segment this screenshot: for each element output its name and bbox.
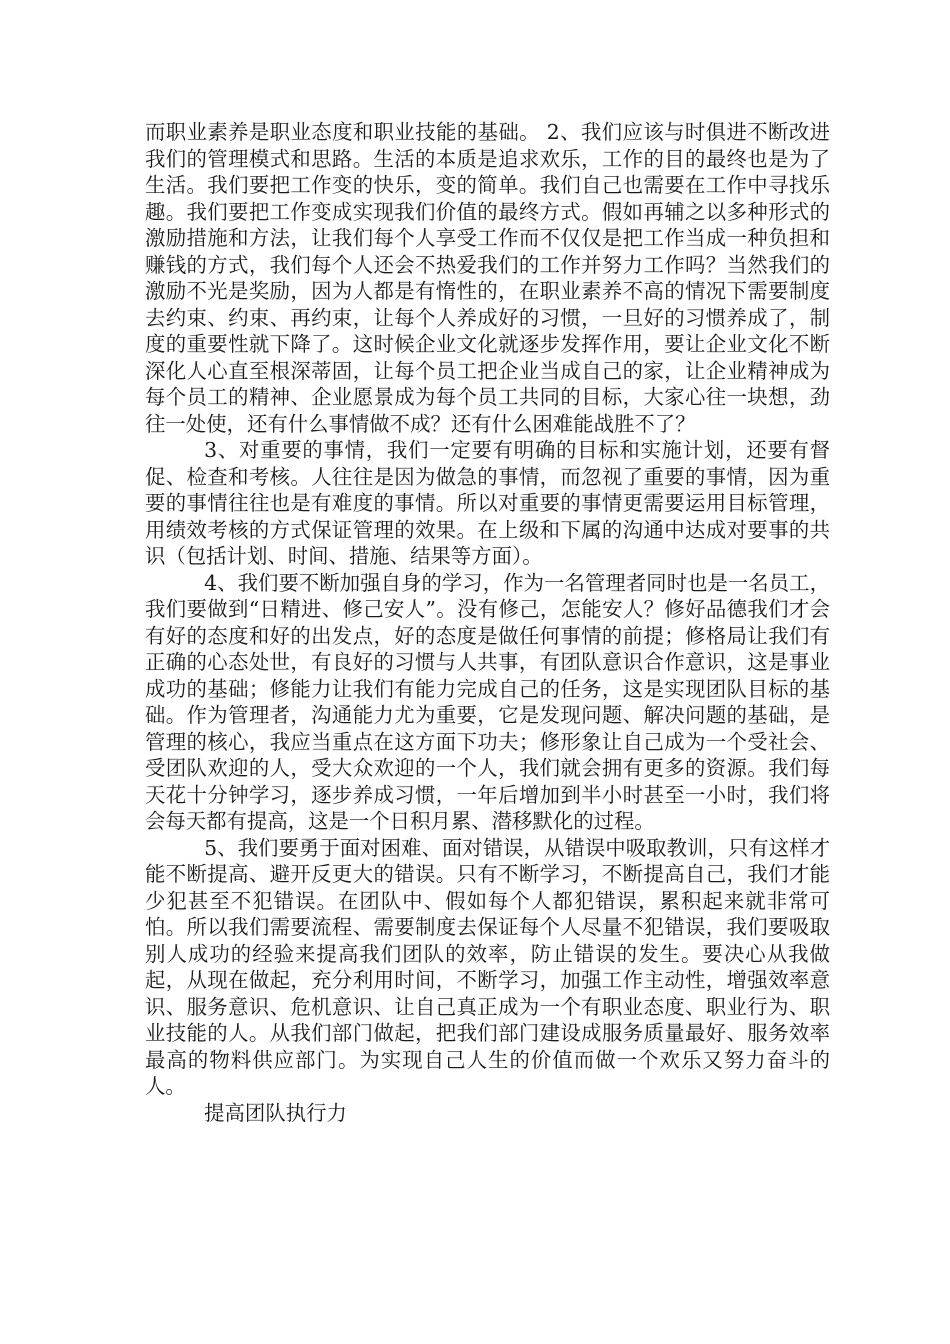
paragraph-3: 4、我们要不断加强自身的学习，作为一名管理者同时也是一名员工，我们要做到“日精进、修己安人”。没有修己，怎能安人？修好品德我们才会有好的态度和好的出发点，好的态度是做任何事情的前提；修格局让我们有正确的心态处世，有良好的习惯与人共事，有团队意识合作意识，这是事业成功的基础；修能力让我们有能力完成自己的任务，这是实现团队目标的基础。作为管理者，沟通能力尤为重要，它是发现问题、解决问题的基础，是管理的核心，我应当重点在这方面下功夫；修形象让自己成为一个受社会、受团队欢迎的人，受大众欢迎的一个人，我们就会拥有更多的资源。我们每天花十分钟学习，逐步养成习惯，一年后增加到半小时甚至一小时，我们将会每天都有提高，这是一个日积月累、潜移默化的过程。 xyxy=(145,570,830,833)
paragraph-4: 5、我们要勇于面对困难、面对错误，从错误中吸取教训，只有这样才能不断提高、避开反更大的错误。只有不断学习，不断提高自己，我们才能少犯甚至不犯错误。在团队中、假如每个人都犯错误，累积起来就非常可怕。所以我们需要流程、需要制度去保证每个人尽量不犯错误，我们要吸取别人成功的经验来提高我们团队的效率，防止错误的发生。要决心从我做起，从现在做起，充分利用时间，不断学习，加强工作主动性，增强效率意识、服务意识、危机意识、让自己真正成为一个有职业态度、职业行为、职业技能的人。从我们部门做起，把我们部门建设成服务质量最好、服务效率最高的物料供应部门。为实现自己人生的价值而做一个欢乐又努力奋斗的人。 xyxy=(145,835,830,1098)
paragraph-1: 而职业素养是职业态度和职业技能的基础。 2、我们应该与时俱进不断改进我们的管理模式和思路。生活的本质是追求欢乐，工作的目的最终也是为了生活。我们要把工作变的快乐，变的简单。我们自己也需要在工作中寻找乐趣。我们要把工作变成实现我们价值的最终方式。假如再辅之以多种形式的激励措施和方法，让我们每个人享受工作而不仅仅是把工作当成一种负担和赚钱的方式，我们每个人还会不热爱我们的工作并努力工作吗？当然我们的激励不光是奖励，因为人都是有惰性的，在职业素养不高的情况下需要制度去约束、约束、再约束，让每个人养成好的习惯，一旦好的习惯养成了，制度的重要性就下降了。这时候企业文化就逐步发挥作用，要让企业文化不断深化人心直至根深蒂固，让每个员工把企业当成自己的家，让企业精神成为每个员工的精神、企业愿景成为每个员工共同的目标，大家心往一块想，劲往一处使，还有什么事情做不成？还有什么困难能战胜不了？ xyxy=(145,120,830,436)
section-heading: 提高团队执行力 xyxy=(204,1100,347,1125)
document-page xyxy=(145,119,830,1126)
paragraph-2: 3、对重要的事情，我们一定要有明确的目标和实施计划，还要有督促、检查和考核。人往往是因为做急的事情，而忽视了重要的事情，因为重要的事情往往也是有难度的事情。所以对重要的事情更需要运用目标管理，用绩效考核的方式保证管理的效果。在上级和下属的沟通中达成对要事的共识（包括计划、时间、措施、结果等方面）。 xyxy=(145,438,830,568)
